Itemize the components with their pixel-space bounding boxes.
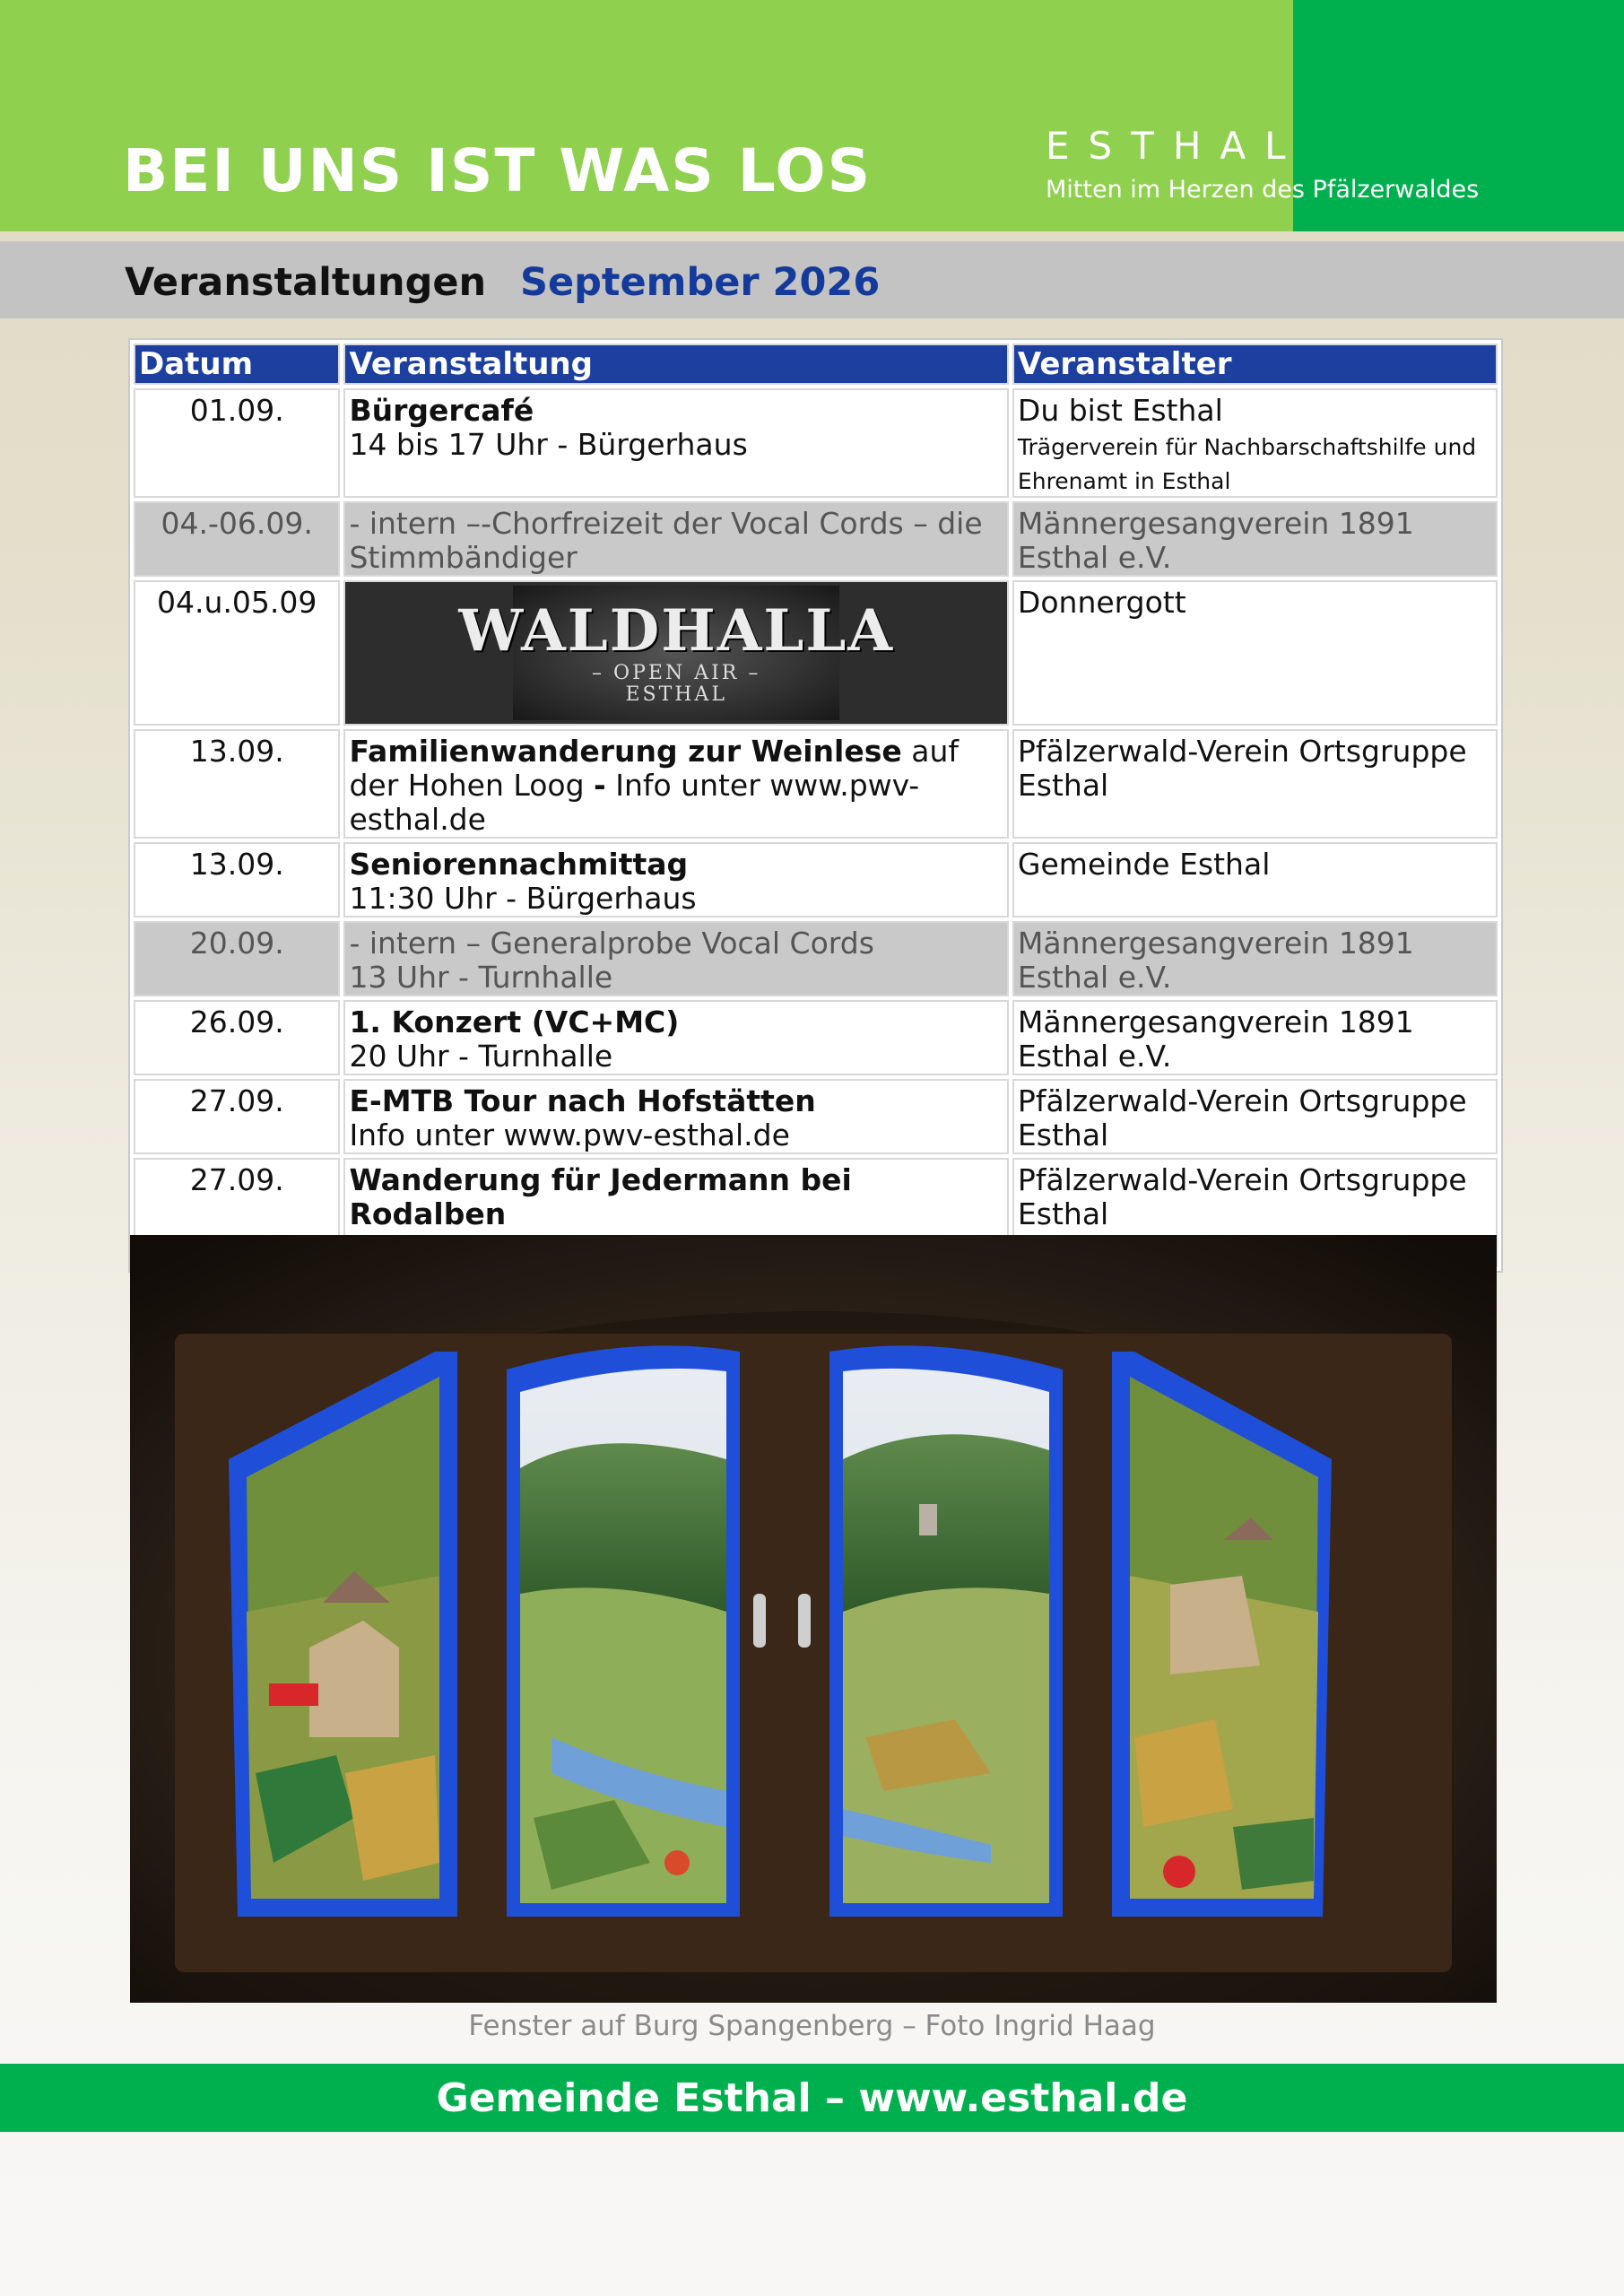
event-title: Familienwanderung zur Weinlese [349, 734, 902, 769]
event-title: Seniorennachmittag [349, 847, 689, 882]
event-detail: 20 Uhr - Turnhalle [349, 1039, 613, 1074]
organizer-note: Trägerverein für Nachbarschaftshilfe und Ehrenamt in Esthal [1017, 434, 1477, 494]
page-title: BEI UNS IST WAS LOS [123, 136, 873, 205]
column-header-event: Veranstaltung [343, 344, 1008, 385]
column-header-date: Datum [134, 344, 340, 385]
logo-subline: – OPEN AIR – [592, 662, 761, 684]
events-table [128, 338, 1503, 1273]
event-detail: 11:30 Uhr - Bürgerhaus [349, 881, 697, 916]
event-title: 1. Konzert (VC+MC) [349, 1004, 680, 1039]
event-cell [343, 921, 1008, 996]
organizer-name: Männergesangverein 1891 Esthal e.V. [1012, 1000, 1498, 1075]
event-cell [343, 388, 1008, 498]
organizer-name: Donnergott [1012, 580, 1498, 726]
column-header-organizer: Veranstalter [1012, 344, 1498, 385]
event-dash: - [594, 768, 606, 803]
table-row [134, 1079, 1498, 1154]
event-date: 13.09. [134, 842, 340, 918]
stained-glass-window-photo [130, 1235, 1497, 2003]
table-header-row [134, 344, 1498, 385]
brand-name: ESTHAL [1046, 124, 1305, 168]
event-title-rest: auf der Hohen Loog [349, 734, 959, 803]
organizer-name: Männergesangverein 1891 Esthal e.V. [1012, 921, 1498, 996]
organizer-name: Du bist Esthal [1017, 393, 1223, 428]
logo-place: ESTHAL [625, 683, 727, 706]
table-row [134, 921, 1498, 996]
event-title: Wanderung für Jedermann bei Rodalben [349, 1162, 852, 1231]
event-date: 01.09. [134, 388, 340, 498]
organizer-name: Pfälzerwald-Verein Ortsgruppe Esthal [1012, 1158, 1498, 1267]
section-title: Veranstaltungen [125, 260, 487, 305]
table-row [134, 729, 1498, 839]
organizer-name: Männergesangverein 1891 Esthal e.V. [1012, 501, 1498, 577]
event-text: - intern – Generalprobe Vocal Cords [349, 926, 874, 961]
table-row [134, 501, 1498, 577]
event-cell [343, 1000, 1008, 1075]
event-detail: Info unter www.pwv-esthal.de [349, 1118, 790, 1152]
event-detail: 14 bis 17 Uhr - Bürgerhaus [349, 427, 748, 462]
event-text: - intern –-Chorfreizeit der Vocal Cords – die Stimmbändiger [343, 501, 1008, 577]
table-row [134, 388, 1498, 498]
photo-caption: Fenster auf Burg Spangenberg – Foto Ingrid Haag [468, 2010, 1156, 2042]
table-row [134, 842, 1498, 918]
event-date: 26.09. [134, 1000, 340, 1075]
organizer-cell [1012, 388, 1498, 498]
table-row [134, 1000, 1498, 1075]
event-date: 04.-06.09. [134, 501, 340, 577]
table-row [134, 580, 1498, 726]
event-date: 20.09. [134, 921, 340, 996]
footer-bar [0, 2064, 1624, 2132]
event-date: 27.09. [134, 1079, 340, 1154]
event-title: E-MTB Tour nach Hofstätten [349, 1083, 816, 1118]
event-detail: Info unter www.pwv-esthal.de [349, 768, 920, 837]
event-date: 27.09. [134, 1158, 340, 1267]
event-logo-cell [343, 580, 1008, 726]
waldhalla-logo [345, 582, 1006, 724]
organizer-name: Gemeinde Esthal [1012, 842, 1498, 918]
event-title: Bürgercafé [349, 393, 534, 428]
footer-text: Gemeinde Esthal – www.esthal.de [436, 2074, 1188, 2121]
brand-tagline: Mitten im Herzen des Pfälzerwaldes [1046, 176, 1480, 204]
event-cell [343, 842, 1008, 918]
organizer-name: Pfälzerwald-Verein Ortsgruppe Esthal [1012, 1079, 1498, 1154]
event-cell [343, 1079, 1008, 1154]
section-month: September 2026 [520, 260, 881, 305]
event-date: 04.u.05.09 [134, 580, 340, 726]
organizer-name: Pfälzerwald-Verein Ortsgruppe Esthal [1012, 729, 1498, 839]
logo-wordmark: WALDHALLA [458, 597, 895, 665]
event-cell [343, 729, 1008, 839]
event-detail: 13 Uhr - Turnhalle [349, 960, 613, 995]
event-date: 13.09. [134, 729, 340, 839]
